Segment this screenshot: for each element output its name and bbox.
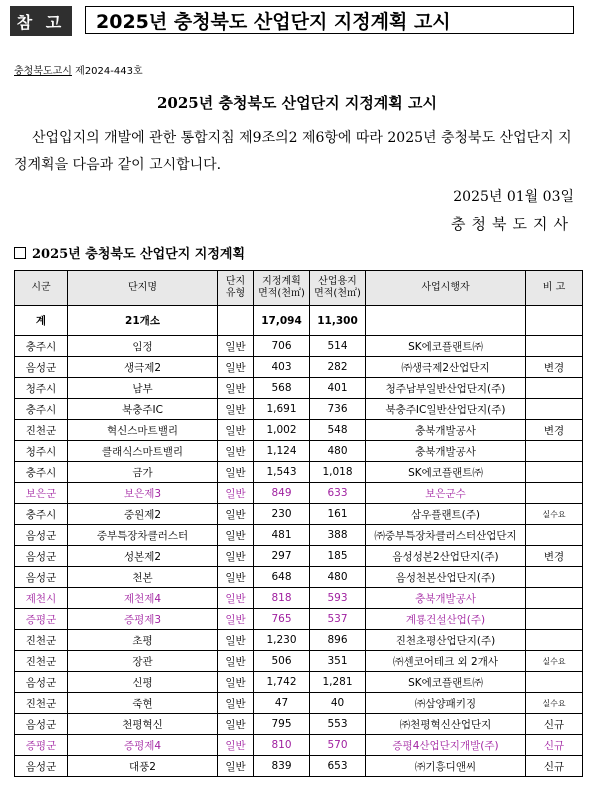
- notice-code: 제2024-443호: [75, 66, 143, 77]
- cell-industrial: 480: [310, 441, 366, 462]
- cell-area: 706: [254, 336, 310, 357]
- cell-name: 장관: [68, 651, 218, 672]
- table-row: [15, 441, 583, 462]
- cell-note: 실수요: [526, 651, 583, 672]
- cell-note: [526, 378, 583, 399]
- cell-name: 대풍2: [68, 756, 218, 777]
- cell-area: 403: [254, 357, 310, 378]
- cell-note: 변경: [526, 357, 583, 378]
- table-row: [15, 483, 583, 504]
- cell-name: 중원제2: [68, 504, 218, 525]
- cell-type: 일반: [218, 651, 254, 672]
- col-header-operator: 사업시행자: [366, 271, 526, 306]
- cell-type: 일반: [218, 756, 254, 777]
- cell-type: 일반: [218, 357, 254, 378]
- cell-name: 임정: [68, 336, 218, 357]
- table-row: [15, 525, 583, 546]
- cell-area: 481: [254, 525, 310, 546]
- total-count: 21개소: [68, 306, 218, 336]
- cell-type: 일반: [218, 714, 254, 735]
- cell-industrial: 896: [310, 630, 366, 651]
- cell-name: 남부: [68, 378, 218, 399]
- cell-operator: 북충주IC일반산업단지(주): [366, 399, 526, 420]
- cell-sigun: 충주시: [15, 504, 68, 525]
- table-row: [15, 420, 583, 441]
- cell-name: 증평제3: [68, 609, 218, 630]
- cell-note: [526, 588, 583, 609]
- cell-note: [526, 336, 583, 357]
- cell-type: 일반: [218, 609, 254, 630]
- cell-sigun: 청주시: [15, 441, 68, 462]
- table-row: [15, 630, 583, 651]
- cell-operator: ㈜중부특장차클러스터산업단지: [366, 525, 526, 546]
- cell-type: 일반: [218, 525, 254, 546]
- cell-note: [526, 525, 583, 546]
- cell-operator: 계룡건설산업(주): [366, 609, 526, 630]
- cell-industrial: 401: [310, 378, 366, 399]
- cell-industrial: 736: [310, 399, 366, 420]
- cell-name: 금가: [68, 462, 218, 483]
- cell-sigun: 진천군: [15, 693, 68, 714]
- cell-sigun: 음성군: [15, 525, 68, 546]
- cell-note: [526, 609, 583, 630]
- designation-plan-table: [14, 270, 583, 777]
- cell-industrial: 161: [310, 504, 366, 525]
- cell-name: 보은제3: [68, 483, 218, 504]
- cell-area: 568: [254, 378, 310, 399]
- cell-operator: ㈜생극제2산업단지: [366, 357, 526, 378]
- cell-area: 506: [254, 651, 310, 672]
- cell-type: 일반: [218, 693, 254, 714]
- cell-area: 648: [254, 567, 310, 588]
- header-title: 2025년 충청북도 산업단지 지정계획 고시: [85, 6, 574, 34]
- cell-name: 제천제4: [68, 588, 218, 609]
- section-title-text: 2025년 충청북도 산업단지 지정계획: [32, 247, 246, 262]
- cell-operator: ㈜센코어테크 외 2개사: [366, 651, 526, 672]
- doc-title: 2025년 충청북도 산업단지 지정계획 고시: [157, 94, 437, 112]
- cell-note: [526, 399, 583, 420]
- cell-sigun: 보은군: [15, 483, 68, 504]
- table-row: [15, 378, 583, 399]
- cell-sigun: 음성군: [15, 672, 68, 693]
- cell-note: 신규: [526, 756, 583, 777]
- cell-operator: 음성성본2산업단지(주): [366, 546, 526, 567]
- total-row: [15, 306, 583, 336]
- issuer: 충청북도지사: [451, 215, 574, 233]
- table-row: [15, 462, 583, 483]
- cell-sigun: 충주시: [15, 399, 68, 420]
- table-row: [15, 504, 583, 525]
- table-row: [15, 651, 583, 672]
- cell-area: 230: [254, 504, 310, 525]
- total-operator: [366, 306, 526, 336]
- cell-industrial: 282: [310, 357, 366, 378]
- cell-area: 765: [254, 609, 310, 630]
- cell-note: [526, 567, 583, 588]
- cell-area: 297: [254, 546, 310, 567]
- table-row: [15, 357, 583, 378]
- cell-note: 신규: [526, 714, 583, 735]
- cell-type: 일반: [218, 630, 254, 651]
- col-header-industrial: 산업용지 면적(천㎡): [310, 271, 366, 306]
- cell-name: 천평혁신: [68, 714, 218, 735]
- cell-area: 839: [254, 756, 310, 777]
- cell-industrial: 593: [310, 588, 366, 609]
- cell-name: 초평: [68, 630, 218, 651]
- cell-sigun: 제천시: [15, 588, 68, 609]
- total-industrial: 11,300: [310, 306, 366, 336]
- table-row: [15, 672, 583, 693]
- cell-industrial: 480: [310, 567, 366, 588]
- cell-area: 1,691: [254, 399, 310, 420]
- cell-sigun: 음성군: [15, 714, 68, 735]
- table-row: [15, 567, 583, 588]
- col-header-name: 단지명: [68, 271, 218, 306]
- cell-industrial: 514: [310, 336, 366, 357]
- cell-type: 일반: [218, 399, 254, 420]
- cell-operator: SK에코플랜트㈜: [366, 462, 526, 483]
- cell-operator: 진천초평산업단지(주): [366, 630, 526, 651]
- cell-operator: 음성천본산업단지(주): [366, 567, 526, 588]
- cell-note: [526, 483, 583, 504]
- cell-name: 생극제2: [68, 357, 218, 378]
- notice-number: [14, 62, 143, 77]
- total-note: [526, 306, 583, 336]
- cell-area: 1,543: [254, 462, 310, 483]
- notice-date: 2025년 01월 03일: [453, 189, 574, 205]
- cell-operator: SK에코플랜트㈜: [366, 672, 526, 693]
- cell-type: 일반: [218, 588, 254, 609]
- total-label: 계: [15, 306, 68, 336]
- cell-name: 천본: [68, 567, 218, 588]
- cell-operator: 청주남부일반산업단지(주): [366, 378, 526, 399]
- cell-name: 혁신스마트밸리: [68, 420, 218, 441]
- cell-sigun: 음성군: [15, 567, 68, 588]
- cell-note: [526, 672, 583, 693]
- col-header-note: 비 고: [526, 271, 583, 306]
- checkbox-square-icon: [14, 247, 26, 259]
- table-row: [15, 693, 583, 714]
- cell-name: 북충주IC: [68, 399, 218, 420]
- notice-org: 충청북도고시: [14, 66, 72, 77]
- cell-note: [526, 441, 583, 462]
- cell-type: 일반: [218, 483, 254, 504]
- cell-name: 죽현: [68, 693, 218, 714]
- cell-area: 810: [254, 735, 310, 756]
- cell-sigun: 충주시: [15, 462, 68, 483]
- col-header-sigun: 시군: [15, 271, 68, 306]
- cell-type: 일반: [218, 735, 254, 756]
- cell-area: 849: [254, 483, 310, 504]
- cell-operator: 충북개발공사: [366, 441, 526, 462]
- reference-tag: 참 고: [10, 6, 72, 36]
- table-header-row: [15, 271, 583, 306]
- cell-sigun: 음성군: [15, 546, 68, 567]
- section-title: [14, 243, 245, 262]
- cell-type: 일반: [218, 420, 254, 441]
- cell-sigun: 진천군: [15, 420, 68, 441]
- cell-industrial: 351: [310, 651, 366, 672]
- cell-industrial: 537: [310, 609, 366, 630]
- cell-note: [526, 462, 583, 483]
- cell-industrial: 548: [310, 420, 366, 441]
- table-row: [15, 714, 583, 735]
- cell-operator: ㈜기흥디앤씨: [366, 756, 526, 777]
- cell-type: 일반: [218, 336, 254, 357]
- cell-area: 795: [254, 714, 310, 735]
- cell-operator: 충북개발공사: [366, 588, 526, 609]
- cell-type: 일반: [218, 378, 254, 399]
- cell-note: 변경: [526, 420, 583, 441]
- cell-type: 일반: [218, 672, 254, 693]
- cell-name: 신평: [68, 672, 218, 693]
- table-row: [15, 756, 583, 777]
- cell-name: 증평제4: [68, 735, 218, 756]
- table-row: [15, 735, 583, 756]
- cell-sigun: 음성군: [15, 357, 68, 378]
- cell-industrial: 40: [310, 693, 366, 714]
- cell-type: 일반: [218, 441, 254, 462]
- cell-note: 실수요: [526, 693, 583, 714]
- table-row: [15, 399, 583, 420]
- cell-sigun: 증평군: [15, 609, 68, 630]
- cell-note: [526, 630, 583, 651]
- cell-industrial: 1,281: [310, 672, 366, 693]
- cell-name: 중부특장차클러스터: [68, 525, 218, 546]
- cell-name: 클래식스마트밸리: [68, 441, 218, 462]
- notice-paragraph: 산업입지의 개발에 관한 통합지침 제9조의2 제6항에 따라 2025년 충청북도 산업단지 지정계획을 다음과 같이 고시합니다.: [14, 130, 572, 173]
- cell-sigun: 진천군: [15, 630, 68, 651]
- cell-note: 실수요: [526, 504, 583, 525]
- cell-operator: 보은군수: [366, 483, 526, 504]
- col-header-area: 지정계획 면적(천㎡): [254, 271, 310, 306]
- total-area: 17,094: [254, 306, 310, 336]
- cell-type: 일반: [218, 462, 254, 483]
- cell-industrial: 553: [310, 714, 366, 735]
- cell-name: 성본제2: [68, 546, 218, 567]
- cell-note: 변경: [526, 546, 583, 567]
- total-type: [218, 306, 254, 336]
- cell-area: 818: [254, 588, 310, 609]
- table-row: [15, 546, 583, 567]
- cell-type: 일반: [218, 546, 254, 567]
- cell-operator: 증평4산업단지개발(주): [366, 735, 526, 756]
- cell-area: 1,230: [254, 630, 310, 651]
- cell-note: 신규: [526, 735, 583, 756]
- cell-area: 1,002: [254, 420, 310, 441]
- cell-industrial: 653: [310, 756, 366, 777]
- cell-operator: 충북개발공사: [366, 420, 526, 441]
- cell-type: 일반: [218, 504, 254, 525]
- cell-area: 47: [254, 693, 310, 714]
- cell-operator: ㈜천평혁신산업단지: [366, 714, 526, 735]
- cell-operator: SK에코플랜트㈜: [366, 336, 526, 357]
- col-header-type: 단지 유형: [218, 271, 254, 306]
- table-row: [15, 588, 583, 609]
- cell-industrial: 633: [310, 483, 366, 504]
- cell-industrial: 388: [310, 525, 366, 546]
- cell-operator: 삼우플랜트(주): [366, 504, 526, 525]
- cell-sigun: 진천군: [15, 651, 68, 672]
- table-row: [15, 336, 583, 357]
- cell-sigun: 음성군: [15, 756, 68, 777]
- cell-type: 일반: [218, 567, 254, 588]
- cell-sigun: 증평군: [15, 735, 68, 756]
- cell-sigun: 충주시: [15, 336, 68, 357]
- cell-area: 1,742: [254, 672, 310, 693]
- cell-industrial: 570: [310, 735, 366, 756]
- table-row: [15, 609, 583, 630]
- document-header: [10, 6, 576, 36]
- cell-sigun: 청주시: [15, 378, 68, 399]
- cell-operator: ㈜삼양패키징: [366, 693, 526, 714]
- cell-area: 1,124: [254, 441, 310, 462]
- cell-industrial: 185: [310, 546, 366, 567]
- cell-industrial: 1,018: [310, 462, 366, 483]
